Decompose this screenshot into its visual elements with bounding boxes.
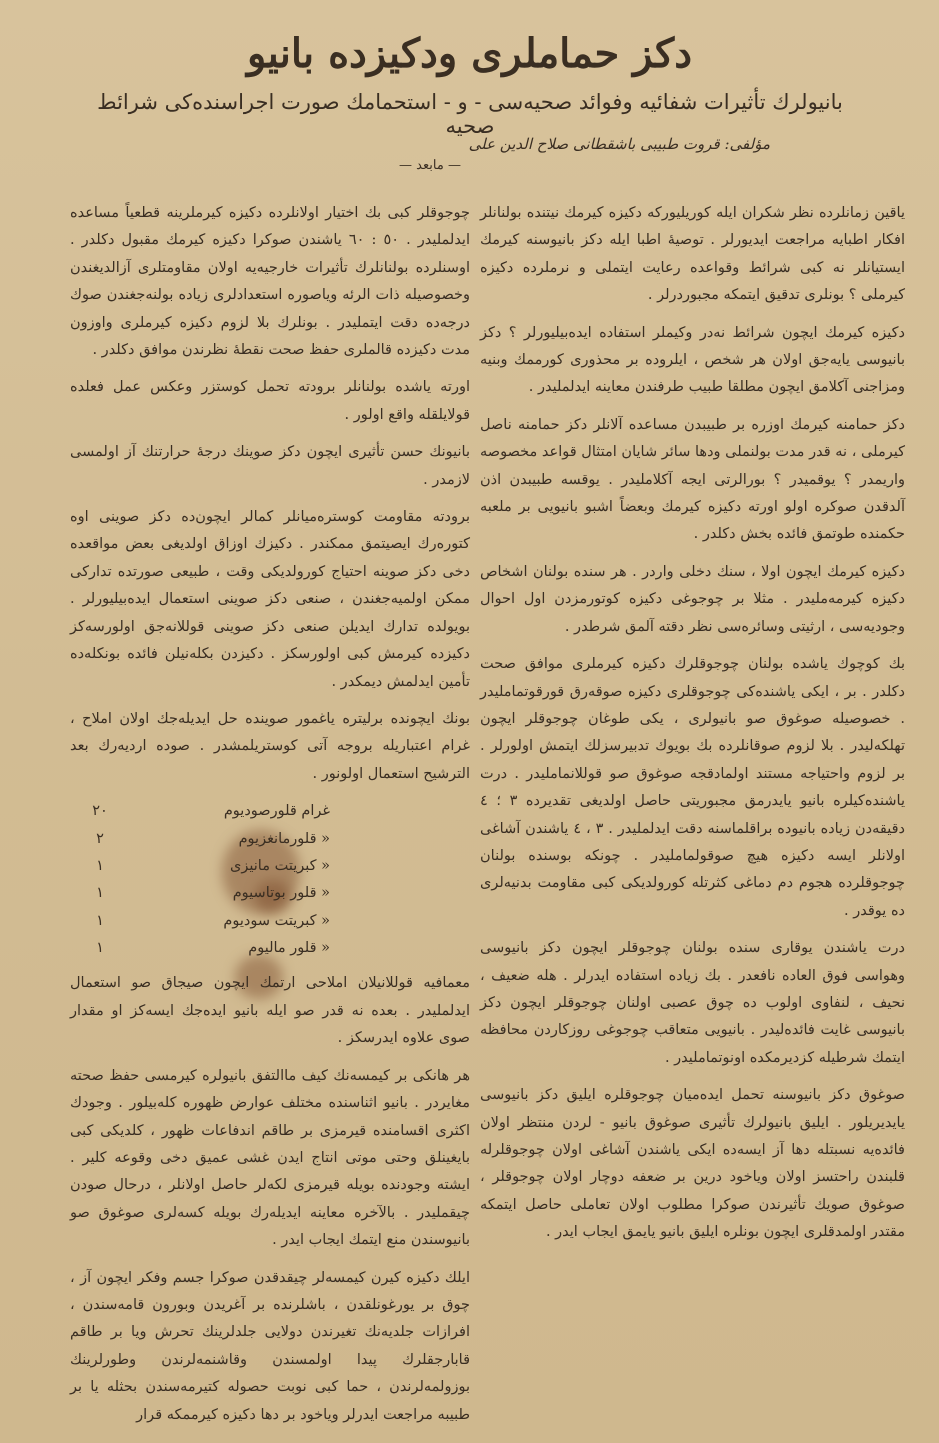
ingredient-row [70,798,470,825]
right-column [480,200,905,1257]
paragraph: بانيونك حسن تأثيری ايچون دكز صوينك درجهٔ حرارتنك آز اولمسی لازمدر . [70,444,470,488]
paragraph: بونك ايچونده برليتره ياغمور صوينده حل ايديله‌جك اولان املاح ، غرام اعتباريله بروجه آتی كوستريلمشدر . صوده ارديه‌رك بعد الترشيح استعمال اولونور . [70,710,470,782]
ingredient-name: « قلور ماليوم [248,940,330,957]
paragraph: صوغوق دكز بانيوسنه تحمل ايده‌ميان چوجوقلره ايليق دكز بانيوسی يايديريلور . ايليق بانيولرك تأثيری صوغوق بانيو - لردن منتظر اولان فائده‌يه نسبتله دها آز ايسه‌ده ايكی ياشندن آشاغی اولان چوجوقلرله قلبندن راحتسز اولان وياخود درين بر ضعفه دوچار اولان چوجوقلر ، صوغوق صويك تأثيرندن صوكرا مطلوب اولان تعاملی حاصل ايتمكه مقتدر اولمدقلری ايچون بونلره ايليق بانيو يايمق ايجاب ايدر . [480,1087,905,1241]
paragraph: معمافيه قوللانيلان املاحی ارتمك ايچون صيجاق صو استعمال ايدلملیدر . بعده نه قدر صو ايله بانيو ايده‌جك ايسه‌كز او مقدار صوی علاوه ايدرسكز . [70,975,470,1047]
ingredient-name: « كبريتت سوديوم [223,912,330,929]
continued-marker: — مابعد — [399,158,461,173]
ingredient-qty: ١ [96,885,104,902]
paragraph: برودته مقاومت كوستره‌ميانلر كمالر ايچون‌ده دكز صوينی اوه كتوره‌رك ايصيتمق ممكندر . دكيزك اوزاق اولديغی بعض مواقعده دخی دكز صوينه احتياج كورولديكی وقت ، طبيعی صورتده تداركی ممكن اولميه‌جغندن ، صنعی دكز صوينی استعمال ايده‌بيليورلر . بويولده تدارك ايديلن صنعی دكز صوينی قوللانه‌جق اولورسه‌كز دكيزده كيرمش كبی اولورسكز . دكيزدن بكله‌نيلن فائده بونكله‌ده تأمين ايدلمش دیمكدر . [70,509,470,690]
ingredient-row [70,853,470,880]
ingredient-row [70,935,470,962]
paragraph: دكيزه كيرمك ايچون شرائط نه‌در وكيملر استفاده ايده‌بيليورلر ؟ دكز بانيوسی يايه‌جق اولان هر شخص ، ايلروده بر محذوری كورممك وبنيه ومزاجنی آكلامق ايچون مطلقا طبيب طرفندن معاينه ايدلملیدر . [480,324,905,396]
ingredient-row [70,880,470,907]
paragraph: ياقين زمانلرده نظر شكران ايله كوريليوركه دكيزه كيرمك نيتنده بولنانلر افكار اطبايه مراجعت ايديورلر . توصيهٔ اطبا ايله دكز بانيوسنه كيرمك ايستيانلر نه كبی شرائط وقواعده رعايت ايتملی و نرملرده دكيزه كيرملی ؟ بونلری تدقيق ايتمكه مجبوردرلر . [480,205,905,304]
paragraph: هر هانكی بر كيمسه‌نك كيف ماالتفق بانيولره كيرمسی حفظ صحته مغايردر . بانيو اثناسنده مختلف عوارض ظهوره كله‌بيلور . وجودك اكثری اقسامنده قيرمزی بر طاقم اندفاعات ظهور ، كلديكی كبی بايغينلق وحتی موتی انتاج ايدن غشی عميق دخی وقوعه كلير . ايشته وجودنده بويله قيرمزی لكه‌لر حاصل اولانلر ، درحال صودن چيقملیدر . بالآخره معاينه ايديله‌رك بويله كسه‌لری صوغوق صو بانيوسندن منع ايتمك ايجاب ايدر . [70,1067,470,1249]
paragraph: بك كوچوك ياشده بولنان چوجوقلرك دكيزه كيرملری موافق صحت دكلدر . بر ، ايكی ياشنده‌كی چوجوقلری دكيزه صوقه‌رق قورقوتماملیدر . خصوصيله صوغوق صو بانيولری ، يكی طوغان چوجوقلر ايچون تهلكه‌ليدر . بلا لزوم صوقانلرده بك بويوك تدبيرسزلك ايتمش اولورلر . بر لزوم واحتياجه مستند اولمادقجه صوغوق صو قوللانماملیدر . درت ياشنده‌كيلره بانيو يايدرمق مجبوريتی حاصل اولديغی تقديرده ٣ ؛ ٤ دقيقه‌دن زياده بانيوده براقلماسنه دقت ايدلملیدر . ٣ ، ٤ ياشندن آشاغی اولانلر ايسه دكيزه هيچ صوقولماملیدر . چونكه بوسنده بولنان چوجوقلرده هجوم دم دماغی كثرتله كورولديكی كبی مقاومت بدنيه‌لری ده يوقدر . [480,656,905,919]
ingredient-qty: ١ [96,940,104,957]
article-title: دكز حماملری ودكيزده بانيو [246,30,693,77]
paragraph: دكيزه كيرمك ايچون اولا ، سنك دخلی واردر . هر سنده بولنان اشخاص دكيزه كيرمه‌مليدر . مثلا بر چوجوغی دكيزه كوتورمزدن اول احوال وجوديه‌سی ، ارثيتی وسائره‌سی نظر دقته آلمق شرطدر . [480,563,905,635]
paragraph: درت ياشندن يوقاری سنده بولنان چوجوقلر ايچون دكز بانيوسی وهواسی فوق العاده نافعدر . بك زياده استفاده ايدرلر . هله ضعيف ، نحيف ، لنفاوی اولوب ده چوق عصبی اولنان چوجوقلر ايچون دكز بانيوسی غايت فائده‌ليدر . بانيويی متعاقب چوجوغی روزكاردن محافظه ايتمك شرطيله كزديرمكده اونوتماملیدر . [480,940,905,1066]
article-subtitle: بانيولرك تأثيرات شفائيه وفوائد صحيه‌سی - و - استحمامك صورت اجراسنده‌كی شرائط صحيه [97,90,843,138]
ingredient-qty: ١ [96,912,104,929]
ingredient-qty: ٢٠ [92,803,108,820]
ingredient-list [70,798,470,962]
article-author: مؤلفی: قروت طبيبی باشقطانی صلاح الدين علی [468,135,770,153]
paragraph: چوجوقلر كبی بك اختيار اولانلرده دكيزه كيرملرينه قطعياً مساعده ايدلملیدر . ٥٠ : ٦٠ ياشندن صوكرا دكيزه كيرمك مقبول دكلدر . اوسنلرده بولنانلرك تأثيرات خارجيه‌يه اولان مقاومتلری آزالديغندن وخصوصيله ذات الرئه وياصوره استعدادلری زياده بولنه‌جغندن صوك درجه‌ده دقت ايتملیدر . بونلرك بلا لزوم دكيزه كيرملری واوزون مدت دكيزده قالملری حفظ صحت نقطهٔ نظرندن موافق دكلدر . [70,205,471,359]
ingredient-name: « قلورمانغزيوم [238,830,330,847]
paragraph: ايلك دكيزه كيرن كيمسه‌لر چيقدقدن صوكرا جسم وفكر ايچون آز ، چوق بر يورغونلقدن ، باشلرنده بر آغريدن وبورون قامه‌سندن ، افرازات جلديه‌نك تغيرندن دولايی جلدلرينك تحرش ويا بر طاقم قابارجقلرك پيدا اولمسندن وقاشنمه‌لرندن وطورلرينك بوزولمه‌لرندن ، حما كبی نوبت حصوله كتيرمه‌سندن بحثله يا بر طبيبه مراجعت ايدرلر وياخود بر دها دكيزه كيرممكه قرار [70,1269,470,1423]
ingredient-name: « كبريتت مانيزی [230,857,330,874]
left-column [70,200,470,1439]
paragraph: دكز حمامنه كيرمك اوزره بر طبيبدن مساعده آلانلر دكز حمامنه ناصل كيرملی ، نه قدر مدت بولنملی ودها سائر شايان امتثال قواعد مخصوصه واريمدر ؟ يوقميدر ؟ بورالرتی ايجه آكلاملیدر . يوقسه طبيبدن اذن آلدقدن صوكره اولو اورته دكيزه كيرمك وبعضاً اشبو بانيويی بر ملعبه حكمنده طوتمق فائده بخش دكلدر . [480,416,905,543]
ingredient-row [70,908,470,935]
ingredient-name: غرام قلورصوديوم [223,803,330,820]
ingredient-qty: ١ [96,857,104,874]
ingredient-qty: ٢ [96,830,104,847]
ingredient-row [70,826,470,853]
paragraph: اورته ياشده بولنانلر برودته تحمل كوستزر وعكس عمل فعلده قولايلقله واقع اولور . [70,379,470,423]
ingredient-name: « قلور بوتاسيوم [232,885,330,902]
